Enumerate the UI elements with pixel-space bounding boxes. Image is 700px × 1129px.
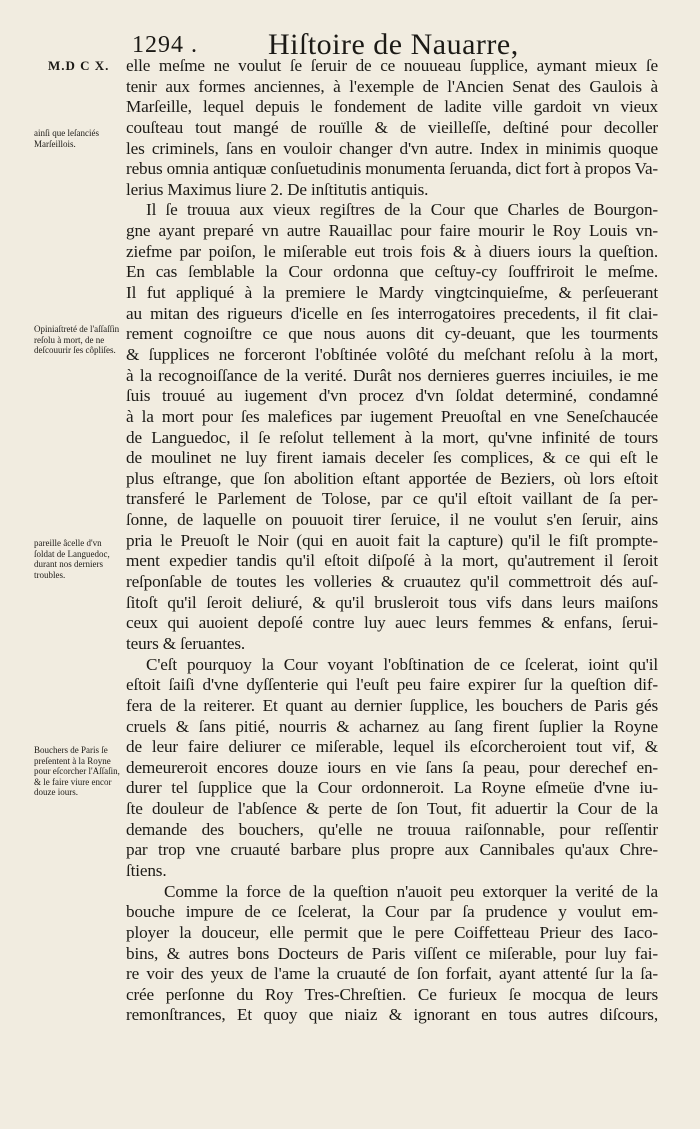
text-line: fera de la reiterer. Et quant au dernier ſupplice, les bouchers de Paris gés: [126, 695, 658, 715]
text-line: rebus omnia antiquæ conſuetudinis monumenta ſeruanda, dict fort à propos Va-: [126, 159, 658, 179]
text-line: ceux qui auoient depoſé contre luy auec leurs femmes & enfans, ſerui-: [126, 613, 658, 633]
text-line: crée perſonne du Roy Tres-Chreſtien. Ce furieux ſe mocqua de leurs: [126, 984, 658, 1004]
text-line: & ſupplices ne forceront l'obſtinée volôté du meſchant reſolu à la mort,: [126, 344, 658, 364]
text-line: reſponſable de toutes les volleries & cruautez qu'il commettroit dés auſ-: [126, 572, 658, 592]
text-line: ſte douleur de l'abſence & perte de ſon Tout, fit aduertir la Cour de la: [126, 799, 658, 819]
text-line: demeureroit encores douze iours en vie ſans ſa peau, pour derechef en-: [126, 757, 658, 777]
text-line: C'eſt pourquoy la Cour voyant l'obſtination de ce ſcelerat, ioint qu'il: [146, 654, 658, 674]
text-line: cruels & ſans pitié, nourris & acharnez au ſang firent ſuplier la Royne: [126, 716, 658, 736]
text-line: plus eſtrange, que ſon abolition eſtant apportée de Beziers, où lors eſtoit: [126, 468, 658, 488]
text-line: à la mort pour ſes malefices par iugement Preuoſtal en vne Seneſchaucée: [126, 406, 658, 426]
text-line: teurs & ſeruantes.: [126, 633, 246, 653]
margin-notes: [0, 0, 125, 1129]
text-line: elle meſme ne voulut ſe ſeruir de ce nouueau ſupplice, aymant mieux ſe: [126, 56, 658, 75]
text-line: de leur faire deliurer ce miſerable, lequel ils eſcorcheroient tout vif, &: [126, 737, 658, 757]
text-line: rement cognoiſtre ce que nous auons dit cy-deuant, que les tourments: [126, 324, 658, 344]
text-line: eſtoit ſaiſi d'vne dyſſenterie qui l'euſt peu faire expirer ſur la queſtion dif-: [126, 675, 658, 695]
text-line: tenir aux formes anciennes, à l'exemple de l'Ancien Senat des Gaulois à: [126, 76, 658, 96]
text-line: ment expedier tandis qu'il eſtoit diſpoſé à la mort, qu'autrement il ſeroit: [126, 551, 658, 571]
text-line: ſuis trouué au iugement d'vn procez d'vn ſoldat determiné, condamné: [126, 386, 658, 406]
margin-note: Bouchers de Paris ſe preſentent à la Royne pour eſcorcher l'Aſſaſin, & le faire viure encor douze iours.: [34, 745, 120, 797]
text-line: Comme la force de la queſtion n'auoit peu extorquer la verité de la: [164, 881, 658, 901]
text-line: re voir des yeux de l'ame la cruauté de ſon forfait, ayant attenté ſur la ſa-: [126, 964, 658, 984]
text-line: au mitan des rigueurs d'icelle en ſes interrogatoires precedents, il fit clai-: [126, 303, 658, 323]
text-line: ziefme par poiſon, le miſerable eut trois fois & à diuers iours la queſtion.: [126, 241, 658, 261]
text-line: ſitoſt qu'il ſeroit deliuré, & qu'il brusleroit tous vifs dans leurs maiſons: [126, 592, 658, 612]
text-line: pria le Preuoſt le Noir (qui en auoit fait la capture) qu'il le fiſt prompte-: [126, 530, 658, 550]
body-text: [126, 56, 658, 1026]
text-line: à la recognoiſſance de la verité. Durât nos dernieres guerres inciuiles, ie me: [126, 365, 658, 385]
text-line: remonſtrances, Et quoy que niaiz & ignorant en tous autres diſcours,: [126, 1005, 658, 1025]
text-line: ſtiens.: [126, 860, 167, 880]
text-line: demande des bouchers, qu'elle ne trouua raiſonnable, pour reſſentir: [126, 819, 658, 839]
margin-note: ainſi que leſanciés Marſeillois.: [34, 128, 99, 149]
text-line: par trop vne cruauté barbare plus propre aux Cannibales qu'aux Chre-: [126, 840, 658, 860]
text-line: bouche impure de ce ſcelerat, la Cour par ſa prudence y voulut em-: [126, 902, 658, 922]
text-line: Marſeille, lequel depuis le fondement de ladite ville gardoit vn vieux: [126, 97, 658, 117]
text-line: couſteau tout mangé de rouïlle & de vieilleſſe, deſtiné pour decoller: [126, 117, 658, 137]
text-line: En cas ſemblable la Cour ordonna que ceſtuy-cy ſouffriroit le meſme.: [126, 262, 658, 282]
text-line: durer tel ſupplice que la Cour ordonneroit. La Royne eſmeüe d'vne iu-: [126, 778, 658, 798]
running-title: Hiſtoire de Nauarre,: [268, 28, 519, 61]
text-line: lerius Maximus liure 2. De inſtitutis antiquis.: [126, 179, 429, 199]
text-line: les criminels, ſans en vouloir changer d'vn autre. Index in minimis quoque: [126, 138, 658, 158]
text-line: gne ayant preparé vn autre Rauaillac pour faire mourir le Roy Louis vn-: [126, 221, 658, 241]
margin-note: pareille âcelle d'vn ſoldat de Languedoc, durant nos derniers troubles.: [34, 538, 110, 580]
text-line: bins, & autres bons Docteurs de Paris viſſent ce miſerable, pour luy fai-: [126, 943, 658, 963]
text-line: Il fut appliqué à la premiere le Mardy vingtcinquieſme, & perſeuerant: [126, 283, 658, 303]
text-line: de moulinet ne luy firent iamais deceler ſes complices, & ce qui eſt le: [126, 448, 658, 468]
year-mark: M.D C X.: [48, 58, 110, 73]
text-line: ſonne, de laquelle on pouuoit tirer ſeruice, il ne voulut s'en ſeruir, ains: [126, 510, 658, 530]
page-number: 1294 .: [132, 32, 198, 58]
text-line: de Languedoc, il ſe reſolut tellement à la mort, qu'vne infinité de tours: [126, 427, 658, 447]
text-line: Il ſe trouua aux vieux regiſtres de la Cour que Charles de Bourgon-: [146, 200, 658, 220]
margin-note: Opiniaſtreté de l'aſſaſſin reſolu à mort, de ne deſcouurir ſes côpliſes.: [34, 324, 120, 355]
text-line: ployer la douceur, elle permit que le pere Coiffetteau Prieur des Iaco-: [126, 922, 658, 942]
text-line: transferé le Parlement de Tolose, par ce qu'il eſtoit vaillant de ſa per-: [126, 489, 658, 509]
